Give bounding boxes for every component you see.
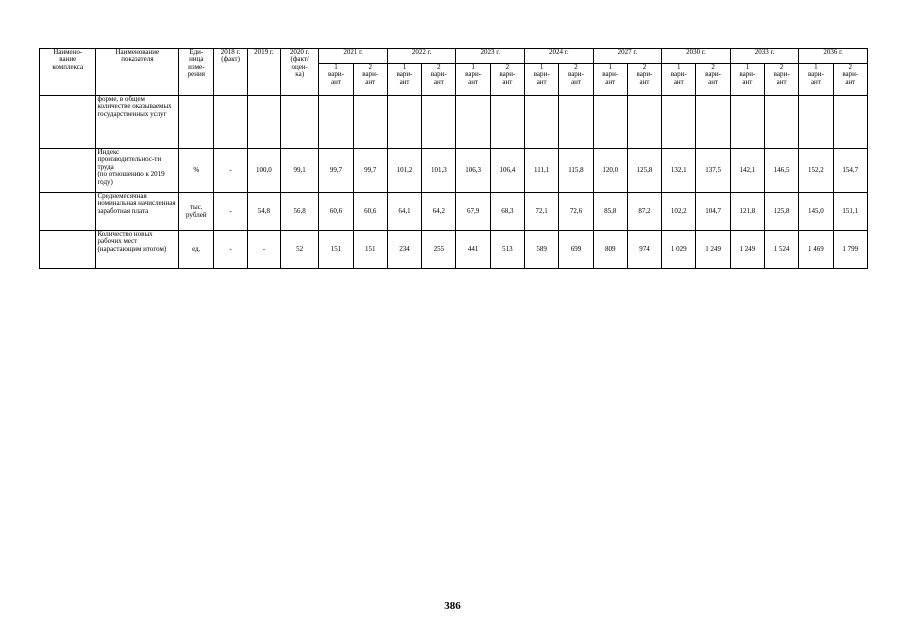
value-cell: 60,6 xyxy=(353,193,387,231)
indicator-cell: Среднемесячная номинальная начисленная заработная плата xyxy=(96,193,179,231)
value-cell: 101,3 xyxy=(422,149,456,193)
value-cell: 1 029 xyxy=(662,231,696,269)
value-cell xyxy=(387,96,421,149)
value-cell: 60,6 xyxy=(319,193,353,231)
value-cell xyxy=(214,96,247,149)
header-variant-2: 2 вари- ант xyxy=(353,64,387,96)
value-cell: 101,2 xyxy=(387,149,421,193)
header-variant-1: 1 вари- ант xyxy=(525,64,559,96)
value-cell: 589 xyxy=(525,231,559,269)
value-cell: 142,1 xyxy=(730,149,764,193)
header-year: 2021 г. xyxy=(319,49,388,64)
value-cell: 1 524 xyxy=(764,231,798,269)
value-cell: 102,2 xyxy=(662,193,696,231)
header-variant-2: 2 вари- ант xyxy=(559,64,593,96)
header-indicator: Наименование показателя xyxy=(96,49,179,96)
value-cell: - xyxy=(247,231,280,269)
value-cell: 104,7 xyxy=(696,193,730,231)
value-cell: 52 xyxy=(281,231,319,269)
value-cell: 87,2 xyxy=(627,193,661,231)
value-cell: 1 249 xyxy=(730,231,764,269)
header-variant-2: 2 вари- ант xyxy=(833,64,867,96)
unit-cell: % xyxy=(179,149,214,193)
header-2019: 2019 г. xyxy=(247,49,280,96)
value-cell: 100,0 xyxy=(247,149,280,193)
header-variant-1: 1 вари- ант xyxy=(387,64,421,96)
value-cell xyxy=(730,96,764,149)
value-cell: 151 xyxy=(319,231,353,269)
value-cell: 120,0 xyxy=(593,149,627,193)
value-cell: 72,6 xyxy=(559,193,593,231)
value-cell: 1 249 xyxy=(696,231,730,269)
value-cell xyxy=(833,96,867,149)
header-unit: Еди- ница изме- рения xyxy=(179,49,214,96)
header-variant-1: 1 вари- ант xyxy=(662,64,696,96)
complex-cell xyxy=(40,231,96,269)
header-year: 2024 г. xyxy=(525,49,594,64)
header-2020: 2020 г. (факт/ оцен- ка) xyxy=(281,49,319,96)
complex-cell xyxy=(40,149,96,193)
value-cell xyxy=(525,96,559,149)
header-2018: 2018 г. (факт) xyxy=(214,49,247,96)
value-cell xyxy=(593,96,627,149)
header-year: 2022 г. xyxy=(387,49,456,64)
value-cell: 234 xyxy=(387,231,421,269)
value-cell xyxy=(490,96,524,149)
value-cell: - xyxy=(214,231,247,269)
value-cell: 106,3 xyxy=(456,149,490,193)
header-variant-2: 2 вари- ант xyxy=(627,64,661,96)
header-year: 2036 г. xyxy=(799,49,868,64)
table-row xyxy=(40,231,868,269)
value-cell: 111,1 xyxy=(525,149,559,193)
value-cell: 145,0 xyxy=(799,193,833,231)
value-cell: 1 799 xyxy=(833,231,867,269)
value-cell: 513 xyxy=(490,231,524,269)
value-cell: - xyxy=(214,193,247,231)
value-cell: 54,8 xyxy=(247,193,280,231)
indicator-cell: форме, в общем количестве оказываемых государственных услуг xyxy=(96,96,179,149)
complex-cell xyxy=(40,193,96,231)
value-cell xyxy=(764,96,798,149)
header-year: 2027 г. xyxy=(593,49,662,64)
value-cell: 137,5 xyxy=(696,149,730,193)
unit-cell xyxy=(179,96,214,149)
indicators-table xyxy=(39,48,868,269)
header-variant-1: 1 вари- ант xyxy=(319,64,353,96)
header-variant-1: 1 вари- ант xyxy=(593,64,627,96)
value-cell: 64,1 xyxy=(387,193,421,231)
value-cell: 699 xyxy=(559,231,593,269)
header-variant-2: 2 вари- ант xyxy=(490,64,524,96)
unit-cell: ед. xyxy=(179,231,214,269)
value-cell: 151,1 xyxy=(833,193,867,231)
value-cell: 125,8 xyxy=(764,193,798,231)
table-row xyxy=(40,96,868,149)
value-cell: 1 469 xyxy=(799,231,833,269)
value-cell: 56,8 xyxy=(281,193,319,231)
value-cell: 68,3 xyxy=(490,193,524,231)
value-cell xyxy=(247,96,280,149)
value-cell: 146,5 xyxy=(764,149,798,193)
value-cell: 72,1 xyxy=(525,193,559,231)
value-cell: 255 xyxy=(422,231,456,269)
value-cell xyxy=(662,96,696,149)
value-cell: 809 xyxy=(593,231,627,269)
value-cell xyxy=(422,96,456,149)
header-variant-2: 2 вари- ант xyxy=(696,64,730,96)
header-variant-1: 1 вари- ант xyxy=(799,64,833,96)
value-cell xyxy=(696,96,730,149)
header-complex: Наимено- вание комплекса xyxy=(40,49,96,96)
value-cell: 115,8 xyxy=(559,149,593,193)
value-cell: 85,8 xyxy=(593,193,627,231)
table-row xyxy=(40,193,868,231)
header-year: 2033 г. xyxy=(730,49,799,64)
header-variant-1: 1 вари- ант xyxy=(730,64,764,96)
table-row xyxy=(40,149,868,193)
header-row-years xyxy=(40,49,868,64)
value-cell: 99,1 xyxy=(281,149,319,193)
value-cell xyxy=(319,96,353,149)
table-body xyxy=(40,96,868,269)
value-cell: 106,4 xyxy=(490,149,524,193)
value-cell xyxy=(799,96,833,149)
value-cell: 125,8 xyxy=(627,149,661,193)
indicator-cell: Индекс производительнос-ти труда (по отношению к 2019 году) xyxy=(96,149,179,193)
complex-cell xyxy=(40,96,96,149)
header-variant-2: 2 вари- ант xyxy=(422,64,456,96)
value-cell: 974 xyxy=(627,231,661,269)
page-number: 386 xyxy=(444,600,461,612)
value-cell: 99,7 xyxy=(319,149,353,193)
value-cell: 99,7 xyxy=(353,149,387,193)
value-cell: 67,9 xyxy=(456,193,490,231)
value-cell: - xyxy=(214,149,247,193)
unit-cell: тыс. рублей xyxy=(179,193,214,231)
header-year: 2023 г. xyxy=(456,49,525,64)
value-cell: 151 xyxy=(353,231,387,269)
indicator-cell: Количество новых рабочих мест (нарастающим итогом) xyxy=(96,231,179,269)
value-cell: 121,8 xyxy=(730,193,764,231)
header-variant-1: 1 вари- ант xyxy=(456,64,490,96)
value-cell: 132,1 xyxy=(662,149,696,193)
value-cell xyxy=(456,96,490,149)
value-cell xyxy=(559,96,593,149)
value-cell: 441 xyxy=(456,231,490,269)
value-cell: 152,2 xyxy=(799,149,833,193)
value-cell xyxy=(353,96,387,149)
value-cell xyxy=(281,96,319,149)
value-cell: 154,7 xyxy=(833,149,867,193)
value-cell: 64,2 xyxy=(422,193,456,231)
header-year: 2030 г. xyxy=(662,49,731,64)
header-variant-2: 2 вари- ант xyxy=(764,64,798,96)
value-cell xyxy=(627,96,661,149)
